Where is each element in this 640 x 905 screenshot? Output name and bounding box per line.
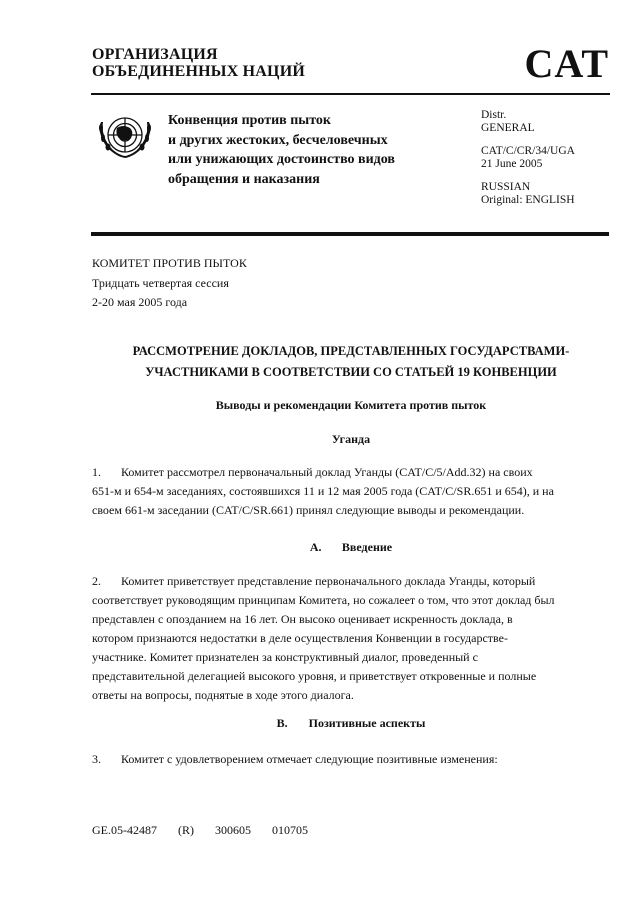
distribution-block [481,109,575,207]
convention-line-1: Конвенция против пыток [168,113,331,128]
section-heading-a [92,540,610,555]
paragraph-number: 3. [92,752,101,766]
committee-dates: 2-20 мая 2005 года [92,295,188,309]
paragraph-line: Комитет рассмотрел первоначальный доклад Уганды (CAT/C/5/Add.32) на своих [121,465,533,479]
committee-session: Тридцать четвертая сессия [92,275,229,290]
org-line-1: ОРГАНИЗАЦИЯ [92,46,218,63]
footer-date-2: 010705 [272,823,308,837]
paragraph-line: 651-м и 654-м заседаниях, состоявшихся 11 и 12 мая 2005 года (CAT/C/SR.651 и 654), и на [92,484,554,498]
paragraph-3 [92,750,610,769]
document-subtitle: Выводы и рекомендации Комитета против пыток [215,398,487,412]
convention-line-2: и других жестоких, бесчеловечных [168,132,388,148]
section-heading-b [92,716,610,731]
document-title [92,341,610,383]
document-language: RUSSIAN [481,181,531,193]
document-series-symbol: CAT [524,41,609,86]
paragraph-number: 2. [92,574,101,588]
country-heading: Уганда [331,432,371,446]
original-language: Original: ENGLISH [481,194,575,206]
org-line-2: ОБЪЕДИНЕННЫХ НАЦИЙ [92,63,305,80]
title-line-1: РАССМОТРЕНИЕ ДОКЛАДОВ, ПРЕДСТАВЛЕННЫХ ГОСУДАРСТВАМИ- [132,344,570,358]
section-letter: A. [309,540,322,554]
document-symbol: CAT/C/CR/34/UGA [481,145,575,157]
paragraph-2 [92,572,610,705]
distr-label: Distr. [481,109,507,121]
convention-title [168,111,395,189]
language-code: (R) [178,823,194,837]
section-letter: B. [276,716,288,730]
paragraph-line: соответствует руководящим принципам Комитета, но сожалеет о том, что этот доклад был [92,593,555,607]
paragraph-line: ответы на вопросы, поднятые в ходе этого диалога. [92,688,354,702]
paragraph-line: участнике. Комитет признателен за конструктивный диалог, проведенный с [92,650,478,664]
paragraph-1 [92,463,610,520]
convention-line-4: обращения и наказания [168,171,320,187]
section-title: Позитивные аспекты [308,716,426,730]
header-divider-thin [91,93,610,95]
title-line-2: УЧАСТНИКАМИ В СООТВЕТСТВИИ СО СТАТЬЕЙ 19 КОНВЕНЦИИ [145,365,557,379]
paragraph-line: представительной делегацией высокого уровня, и приветствует откровенные и полные [92,669,537,683]
paragraph-line: Комитет с удовлетворением отмечает следующие позитивные изменения: [121,752,498,766]
convention-line-3: или унижающих достоинство видов [168,152,395,167]
paragraph-number: 1. [92,465,101,479]
footer-job-line [92,823,322,838]
paragraph-line: своем 661-м заседании (CAT/C/SR.661) принял следующие выводы и рекомендации. [92,503,525,517]
job-number: GE.05-42487 [92,823,157,837]
document-date: 21 June 2005 [481,158,543,170]
footer-date-1: 300605 [215,823,251,837]
distr-value: GENERAL [481,122,535,134]
committee-info [92,254,247,313]
paragraph-line: котором признаются недостатки в деле осуществления Конвенции в государстве- [92,631,508,645]
un-emblem-icon [95,108,155,166]
organization-name [92,46,305,80]
paragraph-line: представлен с опозданием на 16 лет. Он высоко оценивает искренность доклада, в [92,612,513,626]
header-divider-thick [91,232,609,236]
section-title: Введение [341,540,393,554]
committee-name: КОМИТЕТ ПРОТИВ ПЫТОК [92,256,247,270]
paragraph-line: Комитет приветствует представление первоначального доклада Уганды, который [121,574,536,588]
